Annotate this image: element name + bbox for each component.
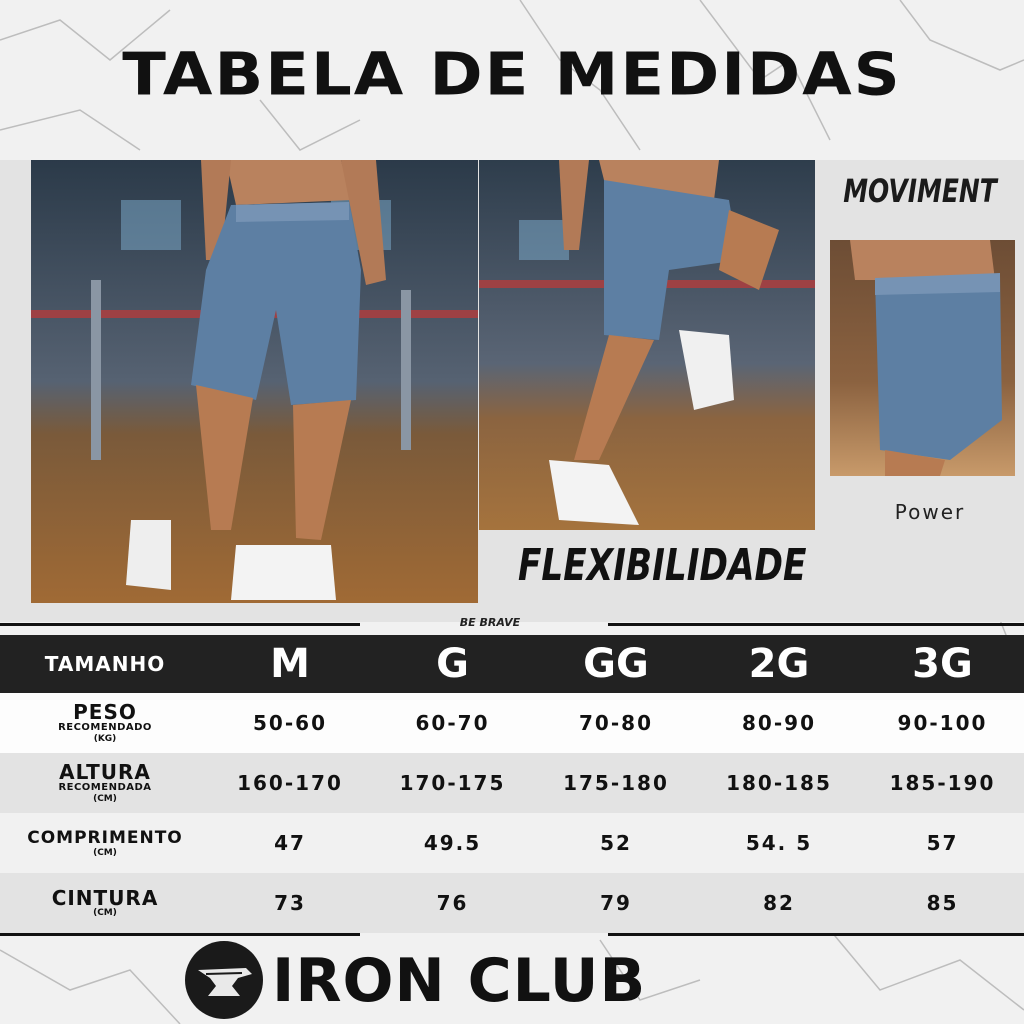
table-cell: 80-90 xyxy=(742,711,816,735)
table-cell: 50-60 xyxy=(253,711,327,735)
table-cell: 90-100 xyxy=(897,711,988,735)
divider-right xyxy=(608,623,1024,626)
flexibilidade-caption: FLEXIBILIDADE xyxy=(517,540,807,591)
table-cell: 185-190 xyxy=(889,771,996,795)
row-label xyxy=(0,693,210,753)
size-g: G xyxy=(436,641,469,687)
table-cell: 49.5 xyxy=(423,831,482,855)
photo-power xyxy=(830,240,1015,476)
row-label-main: ALTURA xyxy=(59,759,151,784)
size-header-row xyxy=(0,635,1024,693)
table-cell: 47 xyxy=(274,831,306,855)
anvil-icon xyxy=(184,940,264,1020)
power-caption: Power xyxy=(894,500,966,524)
size-2g: 2G xyxy=(748,641,810,687)
row-label-unit: (CM) xyxy=(93,793,117,804)
table-cell: 76 xyxy=(436,891,469,915)
row-label-main: COMPRIMENTO xyxy=(27,827,183,848)
table-cell: 54. 5 xyxy=(745,831,813,855)
table-cell: 60-70 xyxy=(415,711,490,735)
table-cell: 70-80 xyxy=(579,711,653,735)
table-row-comprimento xyxy=(0,813,1024,873)
table-cell: 79 xyxy=(600,891,632,915)
size-table xyxy=(0,635,1024,933)
row-label-main: CINTURA xyxy=(51,885,159,910)
size-gg: GG xyxy=(583,641,649,687)
row-label-unit: (CM) xyxy=(93,907,117,918)
table-cell: 160-170 xyxy=(237,771,343,795)
table-cell: 73 xyxy=(274,891,306,915)
brand-name: IRON CLUB xyxy=(272,946,647,1016)
row-label-sub: RECOMENDADA xyxy=(58,781,152,793)
moviment-caption: MOVIMENT xyxy=(843,172,997,210)
table-cell: 82 xyxy=(763,891,795,915)
brand-logo xyxy=(184,938,784,1018)
page-title: TABELA DE MEDIDAS xyxy=(122,40,902,110)
table-row-altura xyxy=(0,753,1024,813)
divider-bottom-right xyxy=(608,933,1024,936)
row-label-main: PESO xyxy=(73,699,137,724)
size-3g: 3G xyxy=(912,641,973,687)
row-label xyxy=(0,753,210,813)
table-cell: 52 xyxy=(600,831,632,855)
row-label xyxy=(0,873,210,933)
table-cell: 175-180 xyxy=(563,771,669,795)
photo-side-view xyxy=(479,160,815,530)
size-m: M xyxy=(270,641,310,687)
table-cell: 85 xyxy=(926,891,959,915)
table-row-cintura xyxy=(0,873,1024,933)
row-label-sub: RECOMENDADO xyxy=(58,721,152,733)
header-label: TAMANHO xyxy=(44,652,166,676)
be-brave-caption: BE BRAVE xyxy=(459,616,521,629)
table-cell: 57 xyxy=(926,831,959,855)
divider-bottom-left xyxy=(0,933,360,936)
row-label-unit: (CM) xyxy=(93,847,117,858)
row-label xyxy=(0,813,210,873)
divider-left xyxy=(0,623,360,626)
photo-back-view xyxy=(31,160,478,603)
table-cell: 180-185 xyxy=(726,771,832,795)
table-row-peso xyxy=(0,693,1024,753)
row-label-unit: (KG) xyxy=(93,733,117,744)
table-cell: 170-175 xyxy=(399,771,506,795)
